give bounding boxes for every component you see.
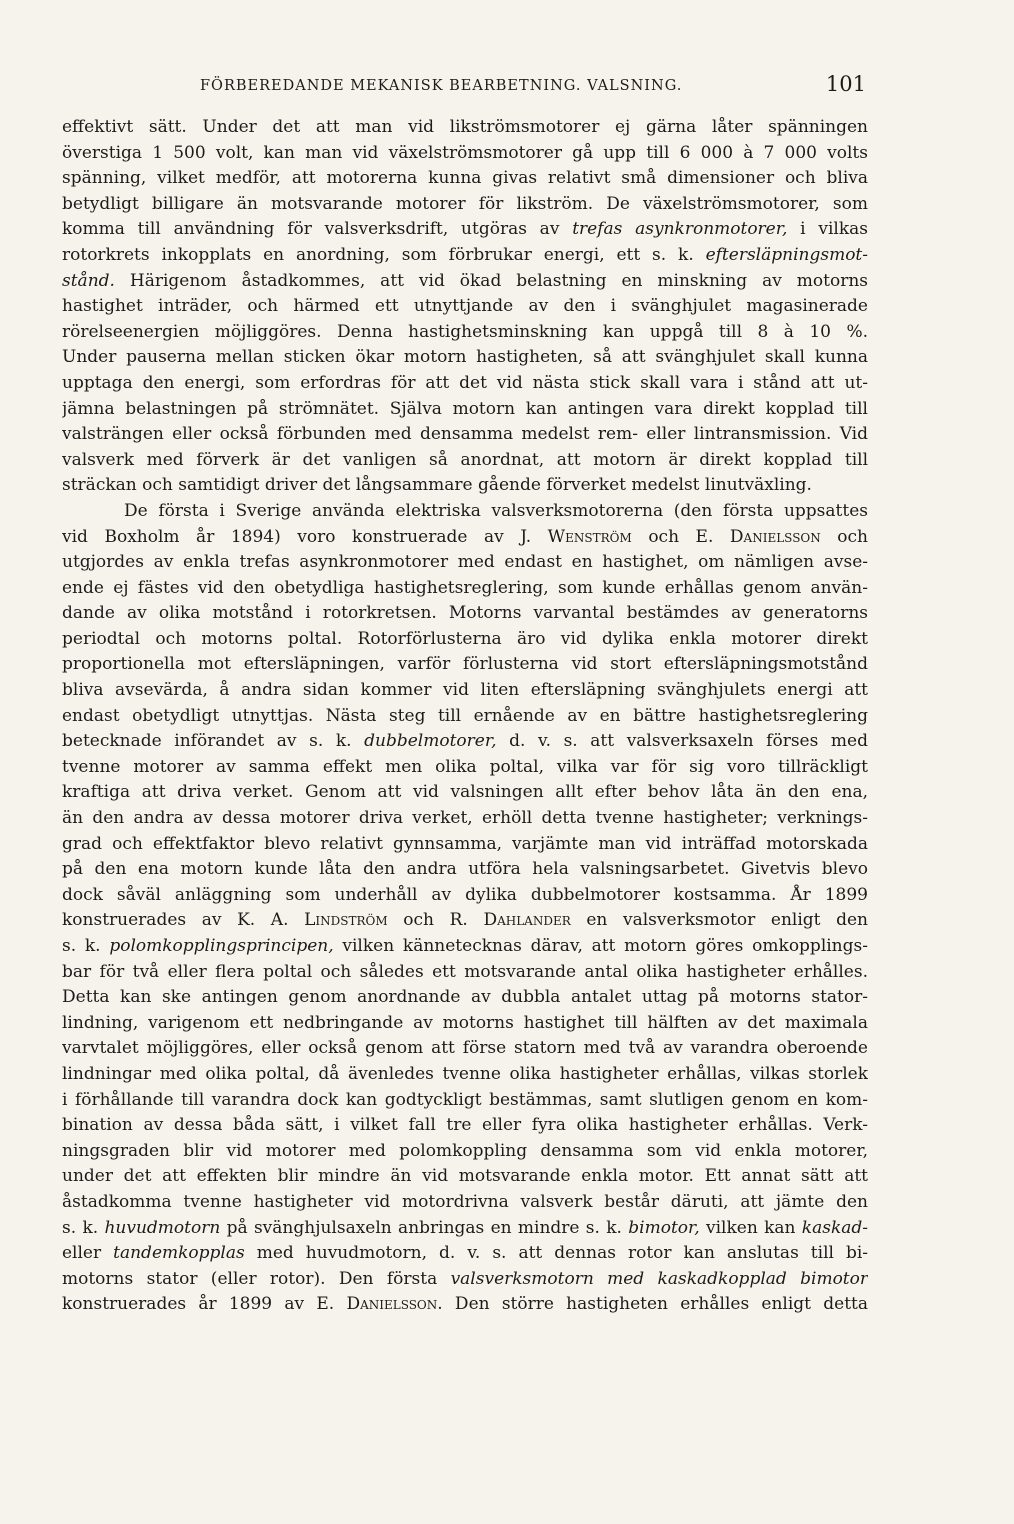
text-line <box>62 678 868 704</box>
text-run: . Den större hastigheten erhålles enligt detta <box>437 1294 868 1315</box>
text-line <box>62 704 868 730</box>
text-line <box>62 166 868 192</box>
text-line <box>62 294 868 320</box>
text-line <box>62 1113 868 1139</box>
text-line <box>62 448 868 474</box>
text-run: bliva avsevärda, å andra sidan kommer vid liten eftersläpning svänghjulets energi att <box>62 680 868 701</box>
running-title: FÖRBEREDANDE MEKANISK BEARBETNING. VALSNING. <box>200 78 683 94</box>
text-run: valsverk med förverk är det vanligen så anordnat, att motorn är direkt kopplad till <box>62 449 868 470</box>
text-line <box>62 1036 868 1062</box>
text-line <box>62 1241 868 1267</box>
text-line <box>62 857 868 883</box>
text-line <box>62 1292 868 1318</box>
person-name: Lindström <box>304 910 388 931</box>
text-run: tvenne motorer av samma effekt men olika poltal, vilka var för sig voro tillräckligt <box>62 756 868 777</box>
text-run: eller <box>62 1243 114 1264</box>
text-line <box>62 345 868 371</box>
text-line <box>62 1088 868 1114</box>
person-name: Danielsson <box>346 1294 438 1315</box>
text-line <box>62 371 868 397</box>
text-run: på svänghjulsaxeln anbringas en mindre s. k. <box>220 1217 629 1238</box>
text-line <box>62 397 868 423</box>
text-run: endast obetydligt utnyttjas. Nästa steg till ernående av en bättre hastighetsreglering <box>62 705 868 726</box>
text-line <box>62 806 868 832</box>
text-run: ningsgraden blir vid motorer med polomkoppling densamma som vid enkla motorer, <box>62 1140 868 1161</box>
text-run: spänning, vilket medför, att motorerna kunna givas relativt små dimensioner och bliva <box>62 168 868 189</box>
text-run: periodtal och motorns poltal. Rotorförlusterna äro vid dylika enkla motorer direkt <box>62 628 868 649</box>
text-run: konstruerades år 1899 av E. <box>62 1294 347 1315</box>
text-run: s. k. <box>62 936 110 956</box>
text-run: betydligt billigare än motsvarande motorer för likström. De växelströmsmotorer, som <box>62 193 868 214</box>
text-line <box>62 115 868 141</box>
italic-term: eftersläpningsmot- <box>705 244 868 265</box>
text-line <box>62 780 868 806</box>
text-run: hastighet inträder, och härmed ett utnyttjande av den i svänghjulet magasinerade <box>62 296 868 317</box>
text-run: Under pauserna mellan sticken ökar motorn hastigheten, så att svänghjulet skall kunna <box>62 347 868 368</box>
text-line <box>62 627 868 653</box>
text-run: i vilkas <box>787 219 868 240</box>
italic-term: stånd. <box>62 270 115 291</box>
text-run: rotorkrets inkopplats en anordning, som förbrukar energi, ett s. k. <box>62 244 706 265</box>
text-run: jämna belastningen på strömnätet. Själva motorn kan antingen vara direkt kopplad till <box>62 398 868 419</box>
text-run: dande av olika motstånd i rotorkretsen. Motorns varvantal bestämdes av generatorns <box>62 603 868 624</box>
text-run: lindningar med olika poltal, då ävenledes tvenne olika hastigheter erhållas, vilkas storlek <box>62 1063 868 1084</box>
text-run: och <box>820 526 868 547</box>
text-run: än den andra av dessa motorer driva verket, erhöll detta tvenne hastigheter; verknings- <box>62 808 868 829</box>
text-run: kraftiga att driva verket. Genom att vid valsningen allt efter behov låta än den ena, <box>62 782 868 803</box>
text-run: konstruerades av K. A. <box>62 910 305 931</box>
text-run: motorns stator (eller rotor). Den första <box>62 1268 451 1289</box>
text-line <box>62 192 868 218</box>
text-run: vilken kan <box>699 1217 802 1238</box>
text-run: med huvudmotorn, d. v. s. att dennas rotor kan anslutas till bi- <box>244 1243 868 1264</box>
text-run: sträckan och samtidigt driver det långsammare gående förverket medelst linutväxling. <box>62 475 812 496</box>
body-text <box>62 115 868 1318</box>
text-line <box>62 1062 868 1088</box>
text-line <box>62 217 868 243</box>
text-run: grad och effektfaktor blevo relativt gynnsamma, varjämte man vid inträffad motorskada <box>62 833 868 854</box>
text-run: De första i Sverige använda elektriska valsverksmotorerna (den första uppsattes <box>124 500 868 521</box>
italic-term: huvudmotorn <box>104 1217 221 1238</box>
text-run: Härigenom åstadkommes, att vid ökad belastning en minskning av motorns <box>114 270 868 291</box>
text-run: proportionella mot eftersläpningen, varför förlusterna vid stort eftersläpningsmotstånd <box>62 654 868 675</box>
text-run: bination av dessa båda sätt, i vilket fall tre eller fyra olika hastigheter erhållas. Verk- <box>62 1115 868 1136</box>
text-line <box>62 883 868 909</box>
text-line <box>62 729 868 755</box>
text-run: och E. <box>631 526 730 547</box>
text-line <box>62 1267 868 1293</box>
italic-term: trefas asynkronmotorer, <box>572 219 788 240</box>
italic-term: dubbelmotorer, <box>364 731 497 752</box>
text-run: effektivt sätt. Under det att man vid likströmsmotorer ej gärna låter spänningen <box>62 117 868 137</box>
text-run: utgjordes av enkla trefas asynkronmotorer med endast en hastighet, om nämligen avse- <box>62 552 868 573</box>
text-run: Detta kan ske antingen genom anordnande av dubbla antalet uttag på motorns stator- <box>62 987 868 1008</box>
person-name: Danielsson <box>729 526 821 547</box>
text-line <box>62 1190 868 1216</box>
italic-term: valsverksmotorn med kaskadkopplad bimotor <box>450 1268 868 1289</box>
text-run: på den ena motorn kunde låta den andra utföra hela valsningsarbetet. Givetvis blevo <box>62 859 868 880</box>
page-header <box>62 72 868 104</box>
text-line <box>62 320 868 346</box>
text-run: en valsverksmotor enligt den <box>570 910 868 931</box>
text-line <box>62 985 868 1011</box>
text-line <box>62 960 868 986</box>
italic-term: bimotor, <box>628 1217 700 1238</box>
text-run: överstiga 1 500 volt, kan man vid växelströmsmotorer gå upp till 6 000 à 7 000 volts <box>62 142 868 163</box>
text-run: betecknade införandet av s. k. <box>62 731 365 752</box>
text-run: vid Boxholm år 1894) voro konstruerade av J. <box>62 526 548 547</box>
text-line <box>62 473 868 499</box>
text-line <box>62 141 868 167</box>
text-line <box>62 422 868 448</box>
text-line <box>62 1139 868 1165</box>
text-line <box>62 1011 868 1037</box>
text-run: upptaga den energi, som erfordras för att det vid nästa stick skall vara i stånd att ut- <box>62 372 868 393</box>
text-run: valsträngen eller också förbunden med densamma medelst rem- eller lintransmission. Vid <box>62 424 868 445</box>
italic-term: kaskad- <box>801 1217 868 1238</box>
text-run: dock såväl anläggning som underhåll av dylika dubbelmotorer kostsamma. År 1899 <box>62 884 868 905</box>
person-name: Dahlander <box>483 910 571 931</box>
text-run: ende ej fästes vid den obetydliga hastighetsreglering, som kunde erhållas genom använ- <box>62 577 868 598</box>
text-run: varvtalet möjliggöres, eller också genom att förse statorn med två av varandra oberoende <box>62 1038 868 1059</box>
text-line <box>62 525 868 551</box>
page-number: 101 <box>825 72 866 96</box>
person-name: Wenström <box>547 526 632 547</box>
text-line <box>62 499 868 525</box>
text-run: under det att effekten blir mindre än vid motsvarande enkla motor. Ett annat sätt att <box>62 1166 868 1187</box>
text-line <box>62 934 868 960</box>
text-run: och R. <box>387 910 484 931</box>
text-line <box>62 755 868 781</box>
text-line <box>62 1164 868 1190</box>
text-run: lindning, varigenom ett nedbringande av motorns hastighet till hälften av det maximala <box>62 1012 868 1033</box>
text-line <box>62 550 868 576</box>
italic-term: polomkopplingsprincipen, <box>109 936 334 956</box>
italic-term: tandemkopplas <box>113 1243 245 1264</box>
text-run: d. v. s. att valsverksaxeln förses med <box>496 731 868 752</box>
text-run: komma till användning för valsverksdrift, utgöras av <box>62 219 573 240</box>
text-run: vilken kännetecknas därav, att motorn göres omkopplings- <box>333 936 868 956</box>
text-line <box>62 1216 868 1242</box>
text-run: i förhållande till varandra dock kan godtyckligt bestämmas, samt slutligen genom en kom- <box>62 1089 868 1110</box>
text-line <box>62 652 868 678</box>
text-run: bar för två eller flera poltal och således ett motsvarande antal olika hastigheter erhålles. <box>62 961 868 982</box>
text-line <box>62 269 868 295</box>
text-line <box>62 908 868 934</box>
text-line <box>62 601 868 627</box>
text-run: åstadkomma tvenne hastigheter vid motordrivna valsverk består däruti, att jämte den <box>62 1191 868 1212</box>
text-line <box>62 576 868 602</box>
text-line <box>62 243 868 269</box>
text-run: s. k. <box>62 1217 105 1238</box>
text-run: rörelseenergien möjliggöres. Denna hastighetsminskning kan uppgå till 8 à 10 %. <box>62 321 868 342</box>
text-line <box>62 832 868 858</box>
